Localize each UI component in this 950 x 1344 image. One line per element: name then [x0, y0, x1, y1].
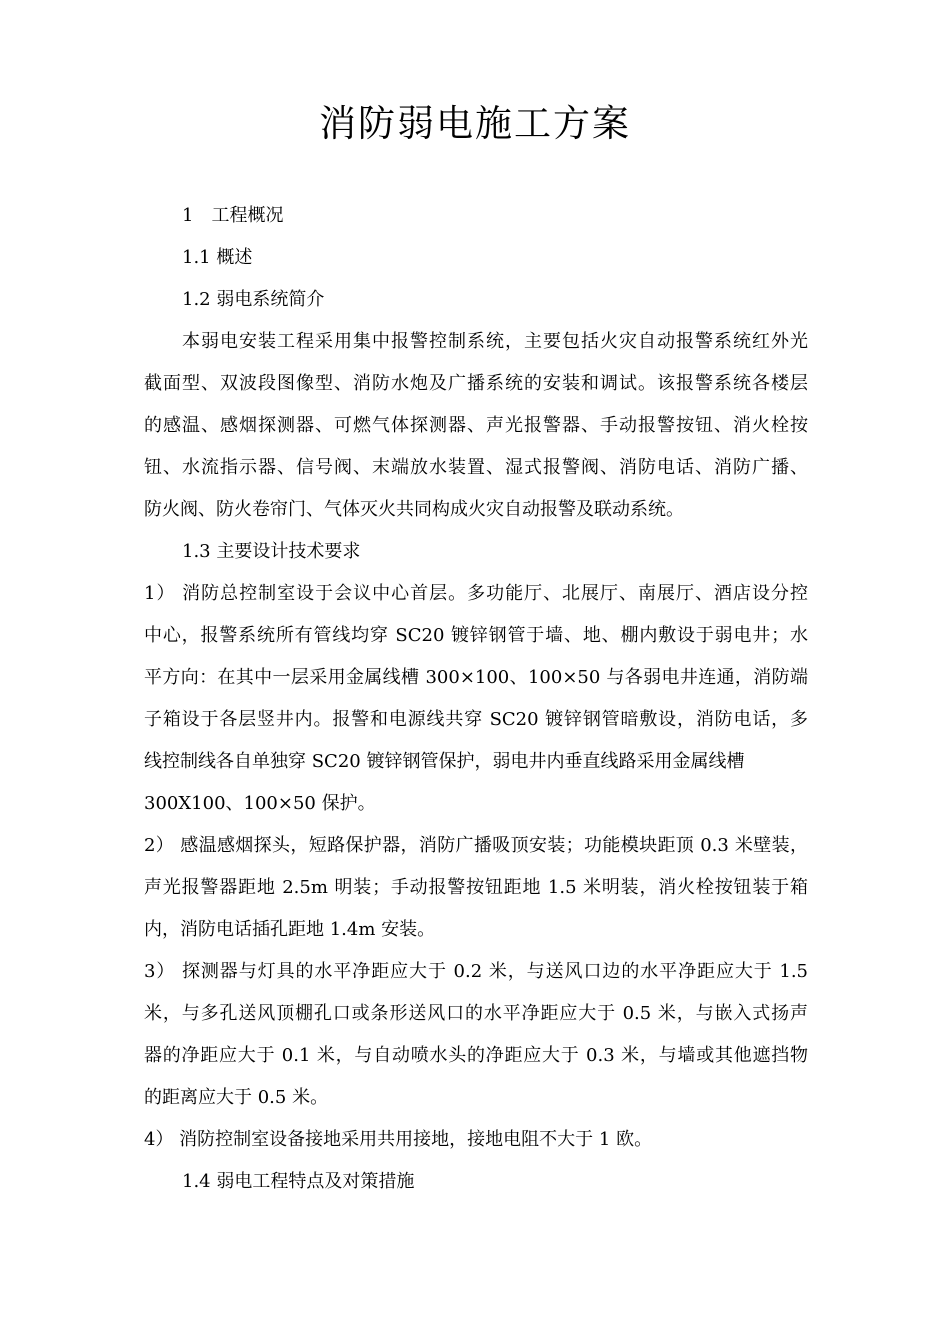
list-item-line: 线控制线各自单独穿 SC20 镀锌钢管保护，弱电井内垂直线路采用金属线槽	[144, 751, 745, 772]
heading-1-1: 1.1 概述	[182, 247, 253, 268]
list-item-line: 内，消防电话插孔距地 1.4m 安装。	[144, 919, 436, 940]
list-item-line: 的距离应大于 0.5 米。	[144, 1087, 329, 1108]
paragraph-line: 本弱电安装工程采用集中报警控制系统，主要包括火灾自动报警系统红外光	[182, 331, 808, 352]
list-item-line: 子箱设于各层竖井内。报警和电源线共穿 SC20 镀锌钢管暗敷设，消防电话，多	[144, 709, 808, 730]
list-item-line: 3） 探测器与灯具的水平净距应大于 0.2 米，与送风口边的水平净距应大于 1.5	[144, 961, 808, 982]
list-item-line: 中心，报警系统所有管线均穿 SC20 镀锌钢管于墙、地、棚内敷设于弱电井；水	[144, 625, 808, 646]
heading-1-2: 1.2 弱电系统简介	[182, 289, 325, 310]
paragraph-line: 钮、水流指示器、信号阀、末端放水装置、湿式报警阀、消防电话、消防广播、	[144, 457, 808, 478]
list-item-line: 1） 消防总控制室设于会议中心首层。多功能厅、北展厅、南展厅、酒店设分控	[144, 583, 808, 604]
list-item-line: 4） 消防控制室设备接地采用共用接地，接地电阻不大于 1 欧。	[144, 1129, 653, 1150]
document-title: 消防弱电施工方案	[319, 102, 631, 145]
list-item-line: 米，与多孔送风顶棚孔口或条形送风口的水平净距应大于 0.5 米，与嵌入式扬声	[144, 1003, 808, 1024]
list-item-line: 300X100、100×50 保护。	[144, 793, 376, 814]
list-item-line: 器的净距应大于 0.1 米，与自动喷水头的净距应大于 0.3 米，与墙或其他遮挡物	[144, 1045, 808, 1066]
heading-1: 1 工程概况	[182, 205, 284, 226]
paragraph-line: 的感温、感烟探测器、可燃气体探测器、声光报警器、手动报警按钮、消火栓按	[144, 415, 808, 436]
heading-1-3: 1.3 主要设计技术要求	[182, 541, 361, 562]
paragraph-line: 防火阀、防火卷帘门、气体灭火共同构成火灾自动报警及联动系统。	[144, 499, 684, 520]
list-item-line: 2） 感温感烟探头，短路保护器，消防广播吸顶安装；功能模块距顶 0.3 米壁装，	[144, 835, 808, 856]
paragraph-line: 截面型、双波段图像型、消防水炮及广播系统的安装和调试。该报警系统各楼层	[144, 373, 808, 394]
list-item-line: 声光报警器距地 2.5m 明装；手动报警按钮距地 1.5 米明装，消火栓按钮装于箱	[144, 877, 808, 898]
list-item-line: 平方向：在其中一层采用金属线槽 300×100、100×50 与各弱电井连通，消防端	[144, 667, 808, 688]
heading-1-4: 1.4 弱电工程特点及对策措施	[182, 1171, 415, 1192]
